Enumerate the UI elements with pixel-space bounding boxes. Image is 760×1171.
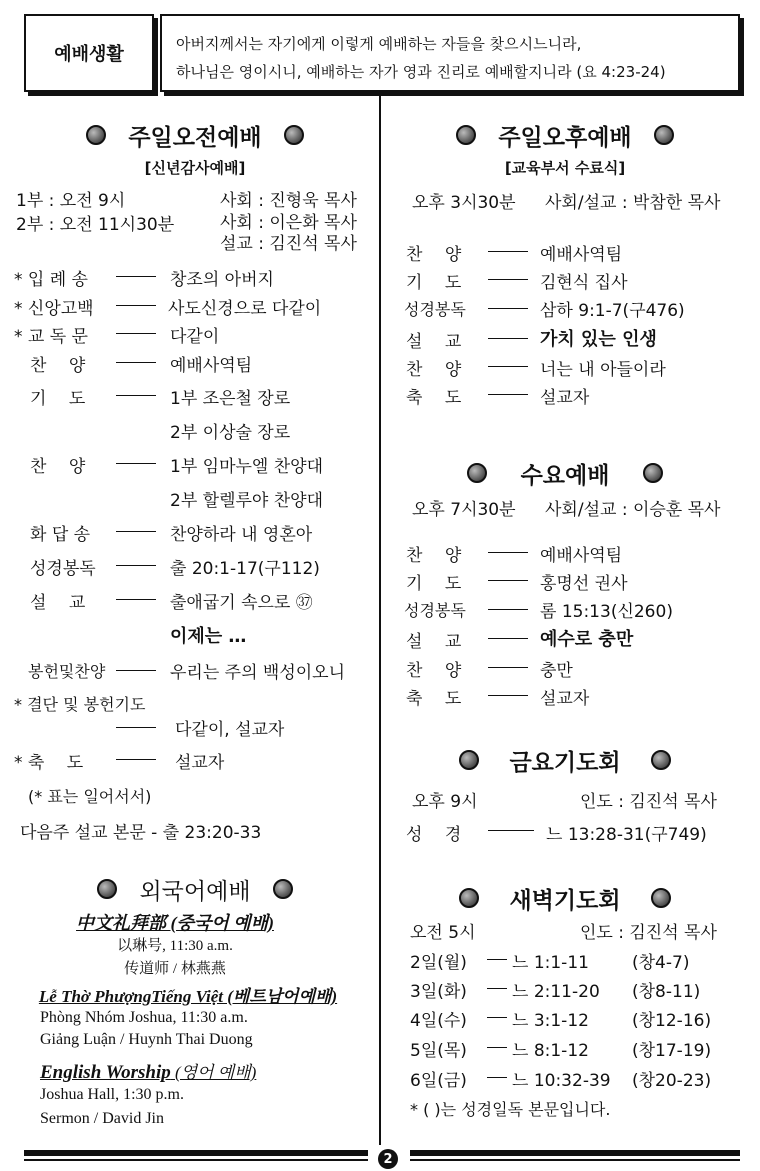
order-label: * 입 례 송 <box>14 270 88 290</box>
dawn-reading: (창20-23) <box>632 1071 712 1091</box>
order-label: 성경봉독 <box>404 300 466 319</box>
dash <box>116 531 156 532</box>
offering-value: 우리는 주의 백성이오니 <box>170 663 346 683</box>
bullet-icon <box>459 750 479 770</box>
order-value: 사도신경으로 다같이 <box>168 299 322 319</box>
page-number: 2 <box>378 1149 398 1169</box>
order-value: 설교자 <box>540 388 590 408</box>
dawn-reading: (창17-19) <box>632 1041 712 1061</box>
dawn-day: 4일(수) <box>410 1011 467 1031</box>
bullet-icon <box>467 463 487 483</box>
order-value: 찬양하라 내 영혼아 <box>170 525 313 545</box>
column-divider <box>379 95 381 1145</box>
order-label: 찬 양 <box>406 360 462 380</box>
order-value: 홍명선 권사 <box>540 574 628 594</box>
order-label: * 신앙고백 <box>14 299 94 319</box>
decision-label: * 결단 및 봉헌기도 <box>14 695 146 714</box>
english-time: Joshua Hall, 1:30 p.m. <box>40 1086 184 1103</box>
order-value: 예배사역팀 <box>170 356 253 376</box>
dash <box>116 599 156 600</box>
dash <box>487 1077 507 1078</box>
order-label: 화 답 송 <box>30 525 91 545</box>
order-label: 찬 양 <box>406 245 462 265</box>
verse-line-2: 하나님은 영이시니, 예배하는 자가 영과 진리로 예배할지니라 (요 4:23-24) <box>176 63 666 81</box>
bullet-icon <box>651 888 671 908</box>
bullet-icon <box>643 463 663 483</box>
wednesday-sermon-title: 예수로 충만 <box>540 629 634 650</box>
order-value: 설교자 <box>540 689 590 709</box>
order-value: 2부 할렐루야 찬양대 <box>170 491 323 511</box>
sermon-title: 이제는 … <box>170 626 247 647</box>
dawn-day: 2일(월) <box>410 953 467 973</box>
order-value: 너는 내 아들이라 <box>540 360 666 380</box>
order-value: 예배사역팀 <box>540 245 623 265</box>
chinese-time: 以琳号, 11:30 a.m. <box>117 938 233 954</box>
english-preacher: Sermon / David Jin <box>40 1110 164 1127</box>
order-label: 축 도 <box>406 689 462 709</box>
order-value: 롬 15:13(신260) <box>540 602 673 622</box>
dawn-reading: (창8-11) <box>632 982 701 1002</box>
foreign-title <box>30 874 360 904</box>
afternoon-subtitle: [교육부서 수료식] <box>504 159 626 177</box>
wednesday-title <box>395 458 735 488</box>
afternoon-title <box>395 120 735 150</box>
bullet-icon <box>654 125 674 145</box>
order-value: 다같이 <box>170 327 220 347</box>
dash <box>487 1017 507 1018</box>
dawn-text: 느 3:1-12 <box>512 1011 589 1031</box>
bullet-icon <box>459 888 479 908</box>
dash <box>488 667 528 668</box>
order-label: 찬 양 <box>406 661 462 681</box>
header-verse <box>160 14 740 92</box>
order-label: 찬 양 <box>30 356 86 376</box>
afternoon-sermon-title: 가치 있는 인생 <box>540 329 657 350</box>
benediction-label: * 축 도 <box>14 753 84 773</box>
dawn-leader: 인도 : 김진석 목사 <box>580 923 717 943</box>
foreign-title-text: 외국어예배 <box>139 878 251 905</box>
wednesday-host: 사회/설교 : 이승훈 목사 <box>545 500 721 520</box>
dawn-day: 5일(목) <box>410 1041 467 1061</box>
dawn-title-text: 새벽기도회 <box>509 887 621 914</box>
friday-scripture: 느 13:28-31(구749) <box>546 825 707 845</box>
order-value: 삼하 9:1-7(구476) <box>540 301 685 321</box>
order-value: 김현식 집사 <box>540 273 628 293</box>
dawn-text: 느 10:32-39 <box>512 1071 611 1091</box>
morning-title <box>30 120 360 150</box>
order-label: 설 교 <box>406 632 462 652</box>
benediction-value: 설교자 <box>175 753 225 773</box>
morning-role-1: 사회 : 진형욱 목사 <box>220 191 357 211</box>
dash <box>488 279 528 280</box>
order-label: 축 도 <box>406 388 462 408</box>
verse-line-1: 아버지께서는 자기에게 이렇게 예배하는 자들을 찾으시느니라, <box>176 35 582 53</box>
order-value: 예배사역팀 <box>540 546 623 566</box>
dawn-text: 느 8:1-12 <box>512 1041 589 1061</box>
footer-rule-left-thin <box>24 1159 368 1161</box>
wednesday-time: 오후 7시30분 <box>412 500 516 520</box>
afternoon-host: 사회/설교 : 박참한 목사 <box>545 193 721 213</box>
dash <box>488 394 528 395</box>
friday-title-text: 금요기도회 <box>509 749 621 776</box>
dash <box>488 580 528 581</box>
dash <box>488 308 528 309</box>
order-label: 기 도 <box>406 574 462 594</box>
bullet-icon <box>97 879 117 899</box>
chinese-service-title: 中文礼拜部 (중국어 예배) <box>76 913 274 933</box>
dash <box>488 830 534 831</box>
vietnamese-time: Phòng Nhóm Joshua, 11:30 a.m. <box>40 1009 248 1026</box>
dash <box>487 1047 507 1048</box>
order-label: 기 도 <box>30 389 86 409</box>
footer-rule-left <box>24 1150 368 1156</box>
dash <box>116 463 156 464</box>
order-value: 출애굽기 속으로 ㊲ <box>170 593 313 613</box>
decision-value: 다같이, 설교자 <box>175 720 285 740</box>
dawn-day: 6일(금) <box>410 1071 467 1091</box>
dawn-day: 3일(화) <box>410 982 467 1002</box>
dash <box>488 251 528 252</box>
dawn-text: 느 2:11-20 <box>512 982 600 1002</box>
morning-time-1: 1부 : 오전 9시 <box>16 191 126 211</box>
dash <box>488 552 528 553</box>
bullet-icon <box>456 125 476 145</box>
dawn-note: * ( )는 성경일독 본문입니다. <box>410 1100 611 1119</box>
english-service-title <box>40 1058 256 1084</box>
afternoon-time: 오후 3시30분 <box>412 193 516 213</box>
footer-rule-right-thin <box>410 1159 740 1161</box>
header-label: 예배생활 <box>24 14 154 92</box>
order-label: 설 교 <box>30 593 86 613</box>
morning-title-text: 주일오전예배 <box>128 124 262 151</box>
dash <box>116 727 156 728</box>
dash <box>116 565 156 566</box>
friday-leader: 인도 : 김진석 목사 <box>580 792 717 812</box>
dawn-title <box>395 883 735 913</box>
chinese-preacher: 传道师 / 林燕燕 <box>124 961 226 977</box>
dawn-reading: (창4-7) <box>632 953 690 973</box>
standing-note: (* 표는 일어서서) <box>28 787 152 806</box>
english-title-suffix: (영어 예배) <box>170 1063 257 1082</box>
order-label: 성경봉독 <box>30 559 96 579</box>
order-label: 찬 양 <box>30 457 86 477</box>
vietnamese-preacher: Giảng Luận / Huynh Thai Duong <box>40 1031 253 1048</box>
dash <box>488 609 528 610</box>
next-week-sermon: 다음주 설교 본문 - 출 23:20-33 <box>20 823 262 843</box>
order-value: 출 20:1-17(구112) <box>170 559 320 579</box>
order-value: 2부 이상술 장로 <box>170 423 291 443</box>
dash <box>488 638 528 639</box>
order-value: 충만 <box>540 661 573 681</box>
dash <box>116 362 156 363</box>
morning-time-2: 2부 : 오전 11시30분 <box>16 215 175 235</box>
dash <box>488 338 528 339</box>
footer-rule-right <box>410 1150 740 1156</box>
order-label: * 교 독 문 <box>14 327 88 347</box>
bullet-icon <box>651 750 671 770</box>
order-label: 성경봉독 <box>404 601 466 620</box>
dawn-reading: (창12-16) <box>632 1011 712 1031</box>
dash <box>116 333 156 334</box>
order-value: 창조의 아버지 <box>170 270 274 290</box>
dash <box>116 395 156 396</box>
order-label: 찬 양 <box>406 546 462 566</box>
dash <box>116 305 156 306</box>
dash <box>116 276 156 277</box>
bullet-icon <box>86 125 106 145</box>
order-value: 1부 조은철 장로 <box>170 389 291 409</box>
dash <box>487 959 507 960</box>
order-value: 1부 임마누엘 찬양대 <box>170 457 323 477</box>
morning-role-3: 설교 : 김진석 목사 <box>220 234 357 254</box>
dash <box>487 988 507 989</box>
bullet-icon <box>284 125 304 145</box>
bullet-icon <box>273 879 293 899</box>
dawn-text: 느 1:1-11 <box>512 953 589 973</box>
friday-time: 오후 9시 <box>412 792 478 812</box>
afternoon-title-text: 주일오후예배 <box>498 124 632 151</box>
order-label: 설 교 <box>406 332 462 352</box>
offering-label: 봉헌및찬양 <box>28 662 106 681</box>
wednesday-title-text: 수요예배 <box>520 462 610 489</box>
friday-scripture-label: 성 경 <box>406 825 462 845</box>
dawn-time: 오전 5시 <box>410 923 476 943</box>
morning-subtitle: [신년감사예배] <box>144 159 246 177</box>
friday-title <box>395 745 735 775</box>
english-title-text: English Worship <box>40 1062 171 1083</box>
dash <box>488 366 528 367</box>
dash <box>488 695 528 696</box>
vietnamese-service-title: Lễ Thờ PhượngTiếng Việt (베트남어예배) <box>38 987 338 1006</box>
dash <box>116 670 156 671</box>
morning-role-2: 사회 : 이은화 목사 <box>220 213 357 233</box>
dash <box>116 759 156 760</box>
order-label: 기 도 <box>406 273 462 293</box>
